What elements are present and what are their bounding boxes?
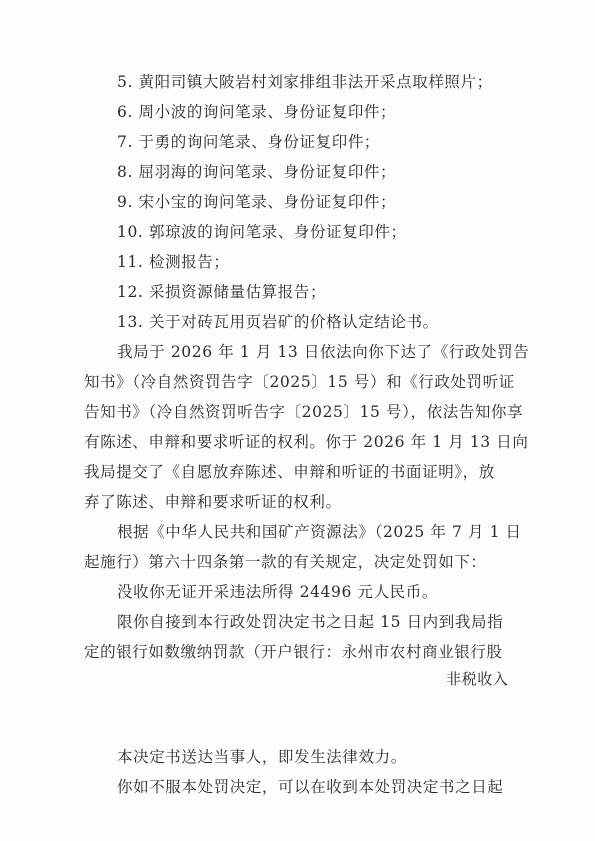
penalty-line: 没收你无证开采违法所得 24496 元人民币。 [117,583,438,601]
evidence-item-10: 10. 郭琼波的询问笔录、身份证复印件； [117,223,407,241]
appeal-line: 你如不服本处罚决定，可以在收到本处罚决定书之日起 [117,778,504,796]
effect-line: 本决定书送达当事人，即发生法律效力。 [117,748,407,766]
evidence-item-5: 5. 黄阳司镇大陂岩村刘家排组非法开采点取样照片； [117,73,493,91]
evidence-item-11: 11. 检测报告； [117,253,230,271]
notice-paragraph-line: 我局提交了《自愿放弃陈述、申辩和听证的书面证明》，放 [84,463,495,481]
notice-paragraph-line: 我局于 2026 年 1 月 13 日依法向你下达了《行政处罚告 [117,343,530,361]
evidence-item-13: 13. 关于对砖瓦用页岩矿的价格认定结论书。 [117,313,439,331]
basis-paragraph-line: 根据《中华人民共和国矿产资源法》（2025 年 7 月 1 日 [117,523,522,541]
notice-paragraph-line: 弃了陈述、申辩和要求听证的权利。 [84,493,342,511]
notice-paragraph-line: 知书》（冷自然资罚告字〔2025〕15 号）和《行政处罚听证 [84,373,515,391]
evidence-item-7: 7. 于勇的询问笔录、身份证复印件； [117,133,381,151]
evidence-item-12: 12. 采损资源储量估算报告； [117,283,327,301]
account-fragment: 非税收入 [446,670,509,688]
evidence-item-8: 8. 屈羽海的询问笔录、身份证复印件； [117,163,397,181]
notice-paragraph-line: 有陈述、申辩和要求听证的权利。你于 2026 年 1 月 13 日向 [84,433,529,451]
evidence-item-6: 6. 周小波的询问笔录、身份证复印件； [117,103,397,121]
payment-paragraph-line: 定的银行如数缴纳罚款（开户银行：永州市农村商业银行股 [84,643,503,661]
notice-paragraph-line: 告知书》（冷自然资罚听告字〔2025〕15 号），依法告知你享 [84,403,524,421]
evidence-item-9: 9. 宋小宝的询问笔录、身份证复印件； [117,193,397,211]
basis-paragraph-line: 起施行）第六十四条第一款的有关规定，决定处罚如下： [84,553,487,571]
payment-paragraph-line: 限你自接到本行政处罚决定书之日起 15 日内到我局指 [117,613,504,631]
